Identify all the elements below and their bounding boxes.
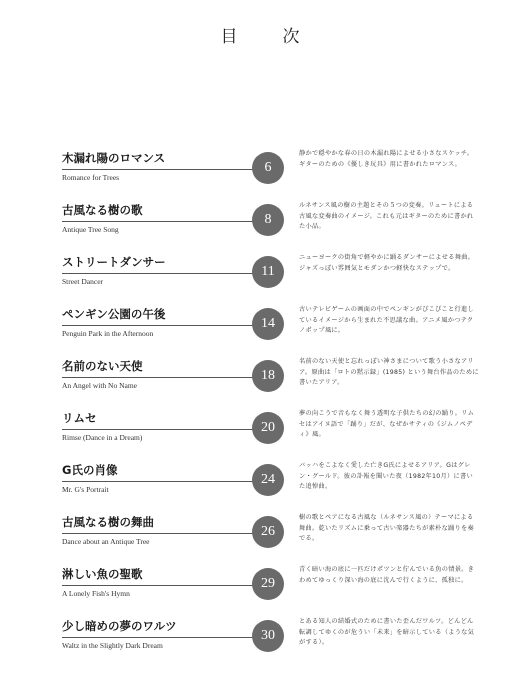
entry-description: 青く暗い海の底に一匹だけポツンと佇んでいる魚の情景。きわめてゆっくり深い海の底に沈んで行くように、孤独に。: [299, 566, 475, 584]
entry-title-jp: ペンギン公園の午後: [62, 307, 166, 321]
entry-rule: [62, 221, 258, 222]
page-number-badge: 14: [252, 308, 284, 340]
page-title: 目 次: [220, 27, 314, 47]
entry-title-jp: 少し暗めの夢のワルツ: [62, 619, 177, 633]
entry-title-en: Street Dancer: [62, 277, 104, 286]
toc-entry-3[interactable]: [0, 244, 520, 298]
entry-title-en: Waltz in the Slightly Dark Dream: [62, 641, 163, 650]
entry-description: 静かで穏やかな春の日の木漏れ陽によせる小さなスケッチ。ギターのための《優しき玩具》用に書かれたロマンス。: [299, 150, 474, 168]
entry-title-en: Antique Tree Song: [62, 225, 119, 234]
page-number-badge: 18: [252, 360, 284, 392]
page-number-badge: 11: [252, 256, 284, 288]
entry-rule: [62, 637, 258, 638]
toc-entry-6[interactable]: [0, 400, 520, 454]
entry-title-jp: G氏の肖像: [62, 463, 118, 477]
entry-rule: [62, 377, 258, 378]
page-number-badge: 20: [252, 412, 284, 444]
page-number-badge: 24: [252, 464, 284, 496]
entry-rule: [62, 273, 258, 274]
toc-entry-10[interactable]: [0, 608, 520, 662]
entry-description: 古いテレビゲームの画面の中でペンギンがぴこぴこと行進しているイメージから生まれた不思議な曲。アニメ風かつテクノポップ風に。: [299, 306, 474, 335]
entry-title-en: An Angel with No Name: [62, 381, 137, 390]
entry-title-en: Dance about an Antique Tree: [62, 537, 150, 546]
page-number-badge: 30: [252, 620, 284, 652]
entry-rule: [62, 533, 258, 534]
entry-title-jp: 名前のない天使: [62, 359, 143, 373]
entry-description: 夢の向こうで音もなく舞う透明な子供たちの幻の踊り。リムセはアイヌ語で「踊り」だが、なぜかサティの《ジムノペディ》風。: [299, 410, 475, 439]
page-number-badge: 8: [252, 204, 284, 236]
entry-title-jp: 古風なる樹の歌: [62, 203, 143, 217]
entry-title-en: Rimse (Dance in a Dream): [62, 433, 143, 442]
page-number-badge: 26: [252, 516, 284, 548]
entry-title-jp: リムセ: [62, 411, 97, 425]
entry-rule: [62, 169, 258, 170]
page-number-badge: 29: [252, 568, 284, 600]
entry-rule: [62, 481, 258, 482]
toc-entry-2[interactable]: [0, 192, 520, 246]
entry-title-en: Penguin Park in the Afternoon: [62, 329, 154, 338]
entry-rule: [62, 429, 258, 430]
entry-description: 名前のない天使と忘れっぽい神さまについて歌う小さなアリア。原曲は「ロトの黙示録」(1985) という舞台作品のために書いたアリア。: [299, 358, 479, 387]
entry-description: とある知人の結婚式のために書いた歪んだワルツ。どんどん転調してゆくのが危うい「未来」を暗示している（ような気がする）。: [299, 618, 475, 647]
page-number-badge: 6: [252, 152, 284, 184]
entry-rule: [62, 325, 258, 326]
entry-title-jp: ストリートダンサー: [62, 255, 166, 269]
toc-entry-5[interactable]: [0, 348, 520, 402]
entry-description: ニューヨークの街角で軽やかに踊るダンサーによせる舞曲。ジャズっぽい雰囲気とモダンかつ軽快なステップで。: [299, 254, 475, 272]
entry-description: 樹の歌とペアになる古風な（ルネサンス風の）テーマによる舞曲。乾いたリズムに乗って古い楽器たちが素朴な踊りを奏でる。: [299, 514, 475, 543]
entry-description: バッハをこよなく愛した亡きG氏によせるアリア。Gはグレン・グールド。彼の訃報を聞いた夜（1982年10月）に書いた追悼曲。: [299, 462, 473, 491]
toc-entry-1[interactable]: [0, 140, 520, 194]
entry-description: ルネサンス風の樹の主題とその５つの変奏。リュートによる古風な変奏曲のイメージ。これも元はギターのために書かれた小品。: [299, 202, 474, 231]
toc-entry-9[interactable]: [0, 556, 520, 610]
entry-title-en: A Lonely Fish's Hymn: [62, 589, 130, 598]
entry-rule: [62, 585, 258, 586]
entry-title-en: Mr. G's Portrait: [62, 485, 109, 494]
entry-title-jp: 木漏れ陽のロマンス: [62, 151, 166, 165]
toc-entry-7[interactable]: [0, 452, 520, 506]
toc-entry-8[interactable]: [0, 504, 520, 558]
entry-title-jp: 古風なる樹の舞曲: [62, 515, 154, 529]
entry-title-en: Romance for Trees: [62, 173, 120, 182]
entry-title-jp: 淋しい魚の聖歌: [62, 567, 143, 581]
toc-entry-4[interactable]: [0, 296, 520, 350]
